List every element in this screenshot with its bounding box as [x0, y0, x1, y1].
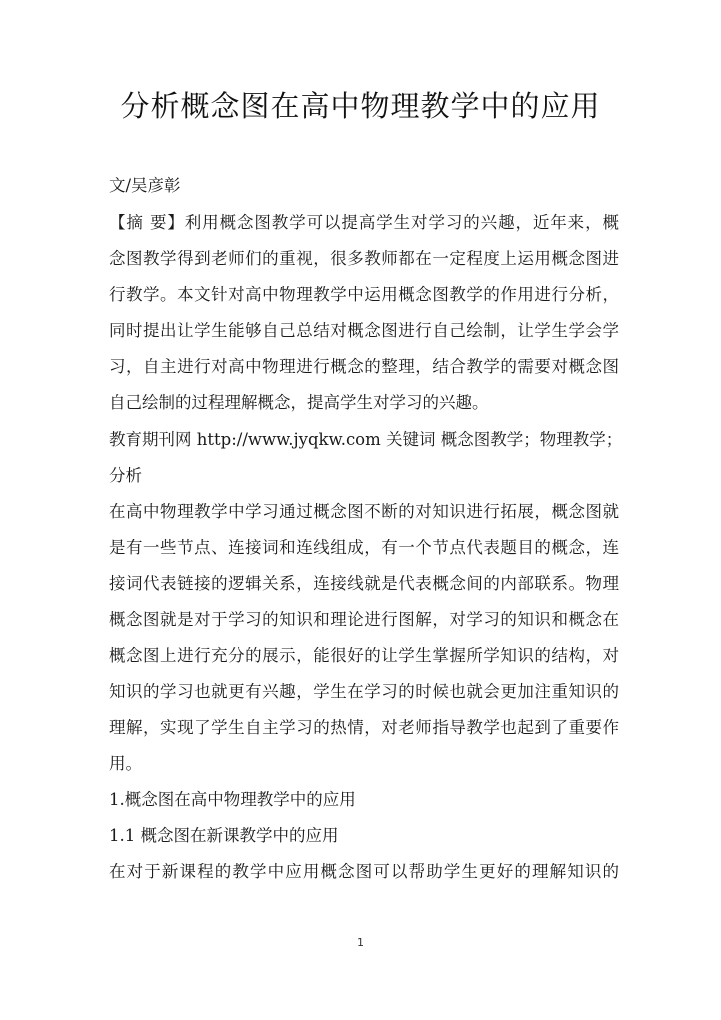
body-line: 理解，实现了学生自主学习的热情，对老师指导教学也起到了重要作 — [109, 718, 619, 737]
abstract-line: 习，自主进行对高中物理进行概念的整理，结合教学的需要对概念图 — [109, 357, 619, 376]
abstract-line: 【摘 要】利用概念图教学可以提高学生对学习的兴趣，近年来，概 — [109, 213, 619, 232]
keywords-line: 教育期刊网 http://www.jyqkw.com 关键词 概念图教学；物理教学； — [109, 430, 623, 449]
body-line: 是有一些节点、连接词和连线组成，有一个节点代表题目的概念，连 — [109, 538, 619, 557]
body-line: 知识的学习也就更有兴趣，学生在学习的时候也就会更加注重知识的 — [109, 682, 619, 701]
abstract-line: 念图教学得到老师们的重视，很多教师都在一定程度上运用概念图进 — [109, 249, 619, 268]
document-title: 分析概念图在高中物理教学中的应用 — [120, 89, 601, 123]
author-line: 文/吴彦彰 — [109, 176, 181, 195]
body-line: 用。 — [109, 754, 142, 773]
body-line: 在高中物理教学中学习通过概念图不断的对知识进行拓展，概念图就 — [109, 502, 619, 521]
abstract-line: 同时提出让学生能够自己总结对概念图进行自己绘制，让学生学会学 — [109, 321, 619, 340]
section-heading: 1.概念图在高中物理教学中的应用 — [109, 790, 356, 809]
page-number: 1 — [357, 936, 364, 949]
body-line: 概念图上进行充分的展示，能很好的让学生掌握所学知识的结构，对 — [109, 646, 619, 665]
subsection-heading: 1.1 概念图在新课教学中的应用 — [109, 826, 339, 845]
body-line: 接词代表链接的逻辑关系，连接线就是代表概念间的内部联系。物理 — [109, 574, 619, 593]
body-line: 在对于新课程的教学中应用概念图可以帮助学生更好的理解知识的 — [109, 862, 619, 881]
body-line: 概念图就是对于学习的知识和理论进行图解，对学习的知识和概念在 — [109, 610, 619, 629]
keywords-line: 分析 — [109, 466, 142, 485]
abstract-line: 行教学。本文针对高中物理教学中运用概念图教学的作用进行分析， — [109, 285, 619, 304]
abstract-line: 自己绘制的过程理解概念，提高学生对学习的兴趣。 — [109, 393, 489, 412]
